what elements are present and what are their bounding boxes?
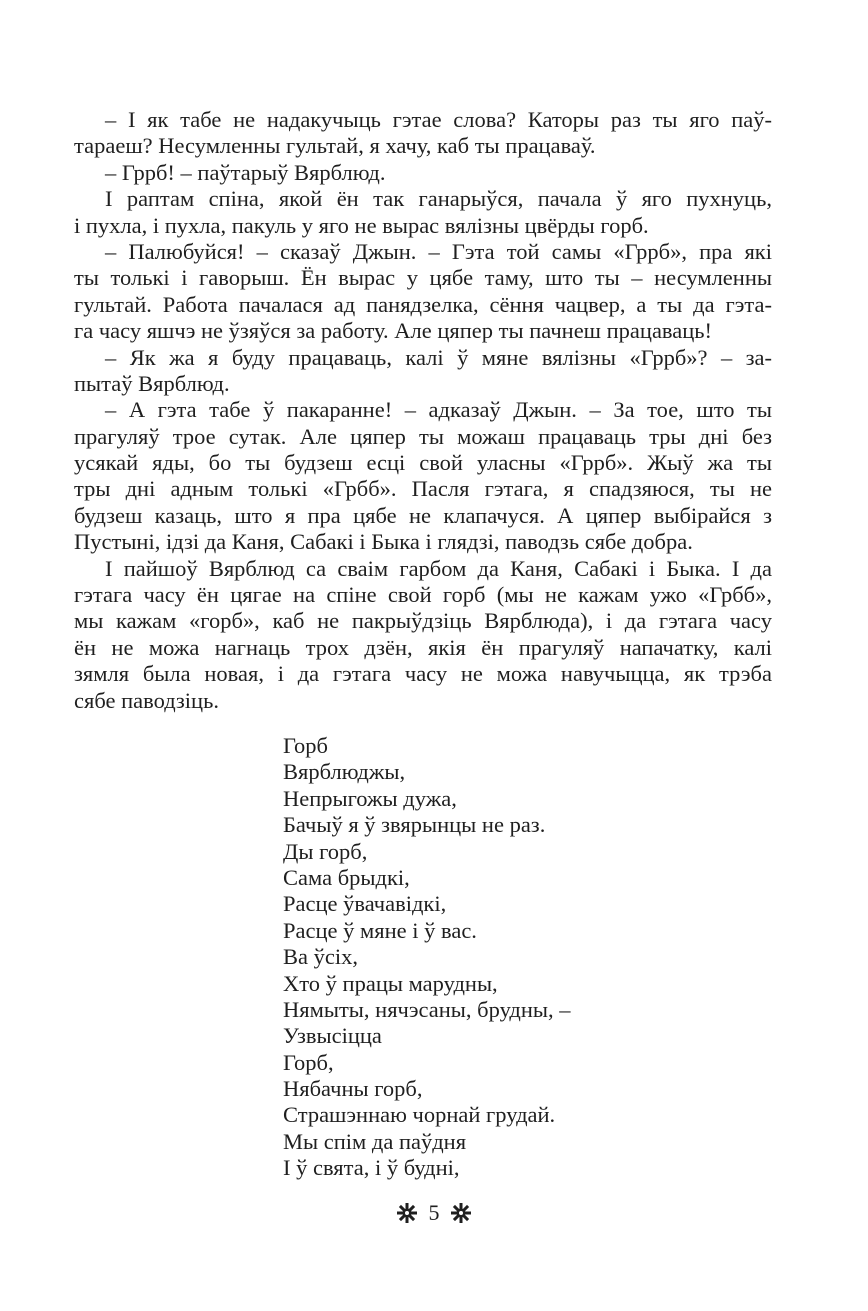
text-line: – А гэта табе ў пакаранне! – адказаў Джын. – За тое, што ты — [105, 397, 772, 423]
poem-line: Бачыў я ў звярынцы не раз. — [283, 812, 546, 838]
text-line: будзеш казаць, што я пра цябе не клапачуся. А цяпер выбірайся з — [74, 502, 772, 528]
poem-line: Расце ў мяне і ў вас. — [283, 917, 477, 943]
poem-line: Горб, — [283, 1049, 334, 1075]
poem-line: І ў свята, і ў будні, — [283, 1155, 460, 1181]
poem-line: Сама брыдкі, — [283, 864, 410, 890]
text-line: – І як табе не надакучыць гэтае слова? Каторы раз ты яго паў- — [105, 107, 772, 132]
text-line: ён не можа нагнаць трох дзён, якія ён прагуляў напачатку, калі — [74, 634, 772, 660]
poem-line: Расце ўвачавідкі, — [283, 891, 447, 917]
page-number: 5 — [428, 1199, 440, 1225]
text-line: І пайшоў Вярблюд са сваім гарбом да Каня, Сабакі і Быка. І да — [105, 555, 772, 581]
paragraph — [74, 397, 772, 555]
text-line: І раптам спіна, якой ён так ганарыўся, пачала ў яго пухнуць, — [105, 186, 772, 212]
prose-text — [74, 107, 772, 714]
text-line: гэтага часу ён цягае на спіне свой горб (мы не кажам ужо «Грбб», — [74, 582, 772, 608]
paragraph — [74, 160, 772, 186]
text-line: тараеш? Несумленны гультай, я хачу, каб ты працаваў. — [74, 133, 596, 159]
text-line: усякай яды, бо ты будзеш есці свой уласны «Гррб». Жыў жа ты — [74, 450, 772, 476]
poem-line: Ды горб, — [283, 838, 368, 864]
poem-line: Узвысіцца — [283, 1023, 382, 1049]
poem-line: Горб — [283, 733, 328, 758]
poem — [283, 733, 783, 1182]
poem-line: Хто ў працы марудны, — [283, 970, 498, 996]
text-line: Пустыні, ідзі да Каня, Сабакі і Быка і глядзі, паводзь сябе добра. — [74, 529, 693, 555]
text-line: га часу яшчэ не ўзяўся за работу. Але цяпер ты пачнеш працаваць! — [74, 318, 713, 344]
text-line: – Палюбуйся! – сказаў Джын. – Гэта той самы «Гррб», пра які — [105, 238, 772, 264]
poem-line: Ва ўсіх, — [283, 944, 358, 970]
text-line: прагуляў трое сутак. Але цяпер ты можаш працаваць тры дні без — [74, 423, 772, 449]
text-line: ты толькі і гаворыш. Ён вырас у цябе таму, што ты – несумленны — [74, 265, 772, 291]
poem-line: Мы спім да паўдня — [283, 1128, 467, 1154]
paragraph — [74, 556, 772, 714]
text-line: – Як жа я буду працаваць, калі ў мяне вялізны «Гррб»? – за- — [105, 344, 772, 370]
poem-line: Непрыгожы дужа, — [283, 785, 457, 811]
paragraph — [74, 239, 772, 345]
paragraph — [74, 186, 772, 239]
text-line: зямля была новая, і да гэтага часу не можа навучыцца, як трэба — [74, 661, 772, 687]
text-line: – Гррб! – паўтарыў Вярблюд. — [105, 159, 386, 185]
paragraph — [74, 107, 772, 160]
text-line: гультай. Работа пачалася ад панядзелка, сёння чацвер, а ты да гэта- — [74, 291, 772, 317]
text-line: мы кажам «горб», каб не пакрыўдзіць Вярблюда), і да гэтага часу — [74, 608, 772, 634]
ornament-icon — [451, 1203, 471, 1223]
poem-line: Нябачны горб, — [283, 1076, 423, 1102]
text-line: тры дні адным толькі «Грбб». Пасля гэтага, я спадзяюся, ты не — [74, 476, 772, 502]
text-line: і пухла, і пухла, пакуль у яго не вырас вялізны цвёрды горб. — [74, 212, 649, 238]
paragraph — [74, 345, 772, 398]
poem-line: Вярблюджы, — [283, 759, 406, 785]
text-line: сябе паводзіць. — [74, 687, 219, 713]
poem-line: Нямыты, нячэсаны, брудны, – — [283, 996, 571, 1022]
ornament-icon — [397, 1203, 417, 1223]
poem-line: Страшэннаю чорнай грудай. — [283, 1102, 556, 1128]
page-footer — [0, 1196, 868, 1228]
text-line: пытаў Вярблюд. — [74, 370, 230, 396]
